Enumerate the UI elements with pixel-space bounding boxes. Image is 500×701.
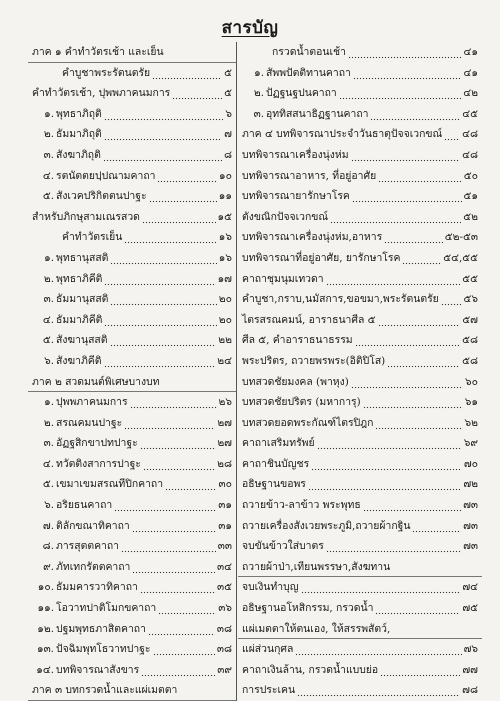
toc-entry-number: ๑.: [254, 66, 264, 79]
toc-entry-page: ๗๔: [462, 581, 478, 594]
toc-entry-title: ธัมมานุสสติ: [56, 293, 109, 306]
toc-right-column: [238, 42, 482, 701]
dot-leader: [140, 577, 215, 597]
toc-entry-number: ๑๑.: [37, 602, 54, 615]
toc-entry-title: บทพิจารณาที่อยู่อาศัย, ยารักษาโรค: [242, 251, 401, 264]
toc-entry: [238, 639, 482, 660]
toc-entry-page: ๒๖: [218, 396, 232, 409]
dot-leader: [148, 619, 215, 639]
dot-leader: [140, 433, 216, 453]
dot-leader: [441, 289, 462, 309]
dot-leader: [363, 495, 461, 515]
toc-entry-page: ๓๙: [217, 663, 232, 676]
toc-entry-number: ๓.: [43, 293, 54, 306]
toc-entry: [28, 207, 236, 228]
page-title: สารบัญ: [221, 18, 279, 38]
dot-leader: [363, 392, 463, 412]
toc-entry: [28, 145, 236, 166]
dot-leader: [124, 413, 215, 433]
dot-leader: [143, 454, 215, 474]
toc-entry: [238, 598, 482, 619]
toc-entry: [28, 166, 236, 187]
toc-entry-number: ๒.: [43, 272, 54, 285]
toc-entry-page: ๓๐: [218, 478, 232, 491]
toc-entry-title: บทพิจารณาเครื่องนุ่งห่ม: [242, 148, 349, 161]
toc-entry-page: ๕๘: [462, 334, 478, 347]
toc-entry-title: ศีล ๕, คำอาราธนาธรรม: [242, 334, 353, 347]
toc-entry: [238, 186, 482, 207]
dot-leader: [351, 145, 461, 165]
toc-entry: [28, 83, 236, 104]
toc-entry: [28, 680, 236, 701]
dot-leader: [141, 660, 215, 680]
toc-entry-page: ๗๓: [463, 519, 478, 532]
toc-entry-title: จบขันข้าวใส่บาตร: [242, 540, 324, 553]
dot-leader: [104, 269, 215, 289]
dot-leader: [412, 516, 461, 536]
toc-entry-page: ๕๕: [462, 272, 478, 285]
toc-entry-number: ๔.: [42, 313, 54, 326]
toc-entry-title: เขมาเขมสรณทีปิกคาถา: [56, 478, 164, 491]
toc-entry-number: ๑๐.: [37, 581, 54, 594]
toc-entry-number: ๑๓.: [36, 643, 54, 656]
toc-entry-page: ๓๓: [217, 540, 232, 553]
toc-entry: [28, 557, 236, 578]
toc-entry-number: ๓.: [43, 437, 54, 450]
toc-entry-page: ๖๐: [465, 375, 478, 388]
toc-entry-title: คาถาชุมนุมเทวดา: [242, 272, 324, 285]
toc-entry-title: แผ่เมตตาให้ตนเอง, ให้สรรพสัตว์,: [242, 622, 391, 635]
toc-entry: [28, 289, 236, 310]
toc-entry: [28, 495, 236, 516]
toc-entry-page: ๖๑: [464, 396, 478, 409]
toc-entry-title: บทพิจารณาสังขาร: [56, 663, 140, 676]
toc-entry-title: อุททิสสนาธิฏฐานคาถา: [266, 107, 369, 120]
toc-entry-title: กรวดน้ำตอนเช้า: [272, 46, 346, 58]
toc-entry-title: ธัมมาภิคีติ: [56, 313, 103, 326]
dot-leader: [104, 351, 216, 371]
toc-entry-number: ๓.: [253, 107, 264, 120]
toc-entry: [238, 536, 482, 557]
toc-entry: [28, 186, 236, 207]
toc-entry-title: แผ่ส่วนกุศล: [242, 643, 294, 656]
toc-entry-page: ๗๗: [462, 663, 478, 676]
toc-entry-page: ๗: [224, 128, 232, 141]
toc-entry-number: ๓.: [43, 148, 54, 161]
toc-entry-title: บทสวดยอดพระกัณฑ์ไตรปิฎก: [242, 416, 374, 429]
dot-leader: [311, 454, 462, 474]
toc-entry-number: ๕.: [42, 190, 54, 203]
toc-entry-page: ๕๔,๕๕: [443, 251, 478, 264]
toc-entry-title: โอวาทปาติโมกขคาถา: [56, 602, 157, 615]
toc-entry-number: ๕.: [42, 334, 54, 347]
toc-entry: [28, 660, 236, 681]
toc-entry-title: คาถาเงินล้าน, กรวดน้ำแบบย่อ: [242, 663, 379, 676]
toc-entry-title: ปุพพภาคนมการ: [56, 396, 128, 409]
dot-leader: [121, 536, 216, 556]
toc-entry: [28, 269, 236, 290]
toc-entry-title: ภารสุตตคาถา: [56, 540, 120, 553]
toc-entry: [238, 207, 482, 228]
toc-entry-page: ๑๖: [218, 251, 232, 264]
toc-entry-number: ๘.: [42, 540, 54, 553]
toc-entry-title: คำบูชา,กราบ,นมัสการ,ขอขมา,พระรัตนตรัย: [242, 293, 439, 306]
toc-entry: [28, 474, 236, 495]
toc-entry: [238, 351, 482, 372]
dot-leader: [352, 186, 462, 206]
toc-entry: [28, 63, 236, 84]
dot-leader: [326, 536, 461, 556]
toc-entry-number: ๔.: [42, 457, 54, 470]
toc-entry-title: ภาค ๒ สวดมนต์พิเศษบางบท: [32, 375, 160, 388]
dot-leader: [380, 660, 460, 680]
toc-entry-number: ๑.: [44, 396, 54, 409]
toc-entry-page: ๕๐: [463, 169, 478, 182]
toc-entry-page: ๕๖: [463, 293, 478, 306]
toc-entry: [238, 577, 482, 598]
toc-entry: [28, 330, 236, 351]
toc-entry-page: ๓๘: [216, 622, 232, 635]
toc-entry-page: ๑๐: [219, 169, 232, 182]
toc-entry: [28, 639, 236, 660]
toc-entry-title: อธิษฐานขอพร: [242, 478, 306, 491]
toc-entry: [238, 248, 482, 269]
toc-entry-page: ๘: [223, 148, 232, 161]
toc-entry-number: ๖.: [44, 499, 54, 512]
toc-entry-page: ๔๒: [463, 87, 478, 100]
dot-leader: [104, 124, 222, 144]
toc-entry: [28, 619, 236, 640]
toc-entry: [28, 454, 236, 475]
dot-leader: [103, 145, 222, 165]
toc-entry-page: ๓๑: [218, 499, 232, 512]
toc-entry-page: ๒๐: [218, 293, 232, 306]
dot-leader: [114, 495, 216, 515]
toc-entry-page: ๖: [225, 107, 232, 120]
toc-entry-title: พุทธาภิถุติ: [56, 107, 102, 120]
toc-entry-page: ๕๘: [462, 354, 478, 367]
toc-entry: [238, 104, 482, 125]
toc-entry-page: ๒๘: [217, 457, 232, 470]
toc-entry: [28, 577, 236, 598]
toc-entry-page: ๗๕: [462, 602, 478, 615]
toc-entry-number: ๑๒.: [37, 622, 54, 635]
toc-entry: [238, 474, 482, 495]
toc-entry-page: ๒๐: [218, 313, 232, 326]
toc-entry-title: ธัมมคารวาทิคาถา: [56, 581, 138, 594]
toc-entry-title: สังเวคปริกิตตนปาฐะ: [56, 190, 147, 203]
toc-entry-page: ๑๑: [218, 190, 232, 203]
toc-entry-page: ๖๙: [463, 437, 478, 450]
toc-entry-page: ๓๔: [217, 560, 232, 573]
toc-entry-page: ๔๘: [462, 148, 478, 161]
toc-entry-page: ๔๑: [463, 66, 478, 79]
toc-entry: [238, 680, 482, 701]
toc-entry-page: ๔๘: [462, 128, 478, 141]
toc-entry: [238, 392, 482, 413]
dot-leader: [142, 207, 216, 227]
dot-leader: [402, 248, 441, 268]
toc-entry-title: ธัมมาภิถุติ: [56, 128, 102, 141]
toc-entry-page: ๗๒: [463, 478, 478, 491]
dot-leader: [378, 166, 462, 186]
dot-leader: [353, 63, 462, 83]
toc-entry-title: บทสวดชัยมงคล (พาหุง): [242, 375, 349, 388]
toc-entry-title: คำบูชาพระรัตนตรัย: [62, 66, 151, 79]
toc-entry-number: ๙.: [43, 560, 54, 573]
toc-entry-page: ๓๖: [218, 602, 232, 615]
toc-entry-page: ๑๗: [217, 272, 232, 285]
dot-leader: [110, 330, 217, 350]
dot-leader: [378, 310, 461, 330]
toc-entry: [238, 124, 482, 145]
toc-entry-title: ปฐมพุทธภาสิตคาถา: [56, 622, 146, 635]
toc-entry-title: บทสวดชัยปริตร (มหาการุ): [242, 396, 361, 409]
dot-leader: [152, 63, 222, 83]
toc-entry-title: ปัฏฐนฐปนคาถา: [266, 87, 337, 100]
toc-entry-number: ๒.: [253, 87, 264, 100]
toc-entry: [28, 227, 236, 248]
dot-leader: [384, 227, 443, 247]
dot-leader: [339, 83, 462, 103]
toc-entry-page: ๗๘: [462, 684, 478, 697]
toc-entry-title: ทวัตติงสาการปาฐะ: [56, 457, 141, 470]
toc-entry: [238, 83, 482, 104]
toc-entry-title: ภาค ๑ คำทำวัตรเช้า และเย็น: [32, 46, 164, 58]
toc-entry: [238, 310, 482, 331]
toc-entry: [238, 413, 482, 434]
toc-entry: [238, 495, 482, 516]
dot-leader: [110, 289, 216, 309]
toc-entry: [238, 660, 482, 681]
dot-leader: [295, 639, 461, 659]
dot-leader: [355, 330, 460, 350]
dot-leader: [375, 598, 460, 618]
toc-entry: [28, 536, 236, 557]
dot-leader: [444, 124, 460, 144]
toc-entry: [28, 392, 236, 413]
dot-leader: [375, 413, 462, 433]
toc-entry-title: บทพิจารณาอาหาร, ที่อยู่อาศัย: [242, 169, 377, 182]
dot-leader: [132, 516, 217, 536]
dot-leader: [172, 83, 222, 103]
toc-entry-page: ๕๑: [463, 190, 478, 203]
toc-entry-title: อัฏฐสิกขาปทปาฐะ: [56, 437, 138, 450]
toc-entry-title: คาถาชินบัญชร: [242, 457, 310, 470]
toc-entry-page: ๓๘: [216, 643, 232, 656]
toc-entry-title: ถวายผ้าป่า,เทียนพรรษา,สังฆทาน: [242, 560, 391, 573]
toc-entry-page: ๒๒: [218, 334, 232, 347]
toc-entry-title: สังฆานุสสติ: [56, 334, 108, 347]
toc-entry: [238, 330, 482, 351]
toc-entry-page: ๔๕: [462, 107, 478, 120]
toc-entry-title: สัพพปัตติทานคาถา: [266, 66, 351, 79]
toc-entry-page: ๔๑: [463, 46, 478, 58]
toc-entry-number: ๑๔.: [36, 663, 54, 676]
toc-entry-number: ๑.: [44, 107, 54, 120]
toc-entry-title: อธิษฐานอโหสิกรรม, กรวดน้ำ: [242, 602, 374, 615]
toc-entry-page: ๒๔: [217, 354, 232, 367]
toc-entry-title: ภัทเทกรัตตคาถา: [56, 560, 131, 573]
toc-entry-page: ๕: [224, 66, 232, 79]
toc-entry-number: ๕.: [42, 478, 54, 491]
toc-entry-page: ๗๓: [463, 540, 478, 553]
toc-entry-number: ๒.: [43, 416, 54, 429]
toc-entry-title: พุทธาภิคีติ: [56, 272, 103, 285]
toc-entry-title: คำทำวัตรเย็น: [62, 231, 123, 244]
toc-entry-number: ๗.: [42, 519, 54, 532]
toc-entry-title: ไตรสรณคมน์, อาราธนาศีล ๕: [242, 313, 376, 326]
toc-entry: [238, 289, 482, 310]
toc-entry-number: ๒.: [43, 128, 54, 141]
toc-entry-page: ๗๐: [463, 457, 478, 470]
dot-leader: [326, 269, 461, 289]
toc-entry: [28, 351, 236, 372]
toc-entry-number: ๑.: [44, 251, 54, 264]
toc-entry-title: สังฆาภิถุติ: [56, 148, 101, 161]
toc-entry-page: ๕๗: [462, 313, 478, 326]
dot-leader: [308, 474, 461, 494]
toc-entry: [238, 227, 482, 248]
toc-entry-title: ภาค ๔ บทพิจารณาประจำวันธาตุปัจจเวกขณ์: [242, 128, 443, 141]
toc-entry-page: ๕๒: [463, 210, 478, 223]
toc-entry: [238, 557, 482, 578]
toc-entry-title: ตังขณิกปัจจเวกขณ์: [242, 210, 329, 223]
dot-leader: [351, 372, 463, 392]
toc-entry-title: บทพิจารณาเครื่องนุ่งห่ม,อาหาร: [242, 231, 383, 244]
dot-leader: [330, 207, 461, 227]
toc-entry-title: คาถาเสริมทรัพย์: [242, 437, 315, 450]
dot-leader: [157, 166, 217, 186]
toc-entry: [238, 516, 482, 537]
toc-entry: [28, 124, 236, 145]
toc-entry: [28, 248, 236, 269]
dot-leader: [110, 248, 216, 268]
toc-entry: [238, 166, 482, 187]
dot-leader: [124, 227, 216, 247]
toc-entry-page: ๖๒: [464, 416, 478, 429]
toc-entry-title: ภาค ๓ บทกรวดน้ำและแผ่เมตตา: [32, 684, 178, 697]
toc-entry: [28, 433, 236, 454]
toc-entry: [238, 619, 482, 640]
toc-entry: [28, 598, 236, 619]
toc-entry: [28, 413, 236, 434]
toc-entry-title: สรณคมนปาฐะ: [56, 416, 123, 429]
toc-entry-page: ๗๖: [463, 643, 478, 656]
toc-entry-title: รตนัตตยปฺปณามคาถา: [56, 169, 156, 182]
dot-leader: [132, 557, 215, 577]
toc-entry-title: คำทำวัตรเช้า, ปุพพภาคนมการ: [32, 87, 171, 100]
toc-entry: [28, 372, 236, 393]
toc-entry: [238, 269, 482, 290]
toc-entry-number: ๔.: [42, 169, 54, 182]
toc-entry-title: ถวายข้าว-ลาข้าว พระพุทธ: [242, 499, 361, 512]
toc-entry-title: พุทธานุสสติ: [56, 251, 109, 264]
toc-entry-page: ๑๖: [218, 231, 232, 244]
toc-entry-title: บทพิจารณายารักษาโรค: [242, 190, 350, 203]
toc-entry: [238, 42, 482, 63]
dot-leader: [130, 392, 217, 412]
dot-leader: [149, 186, 217, 206]
dot-leader: [348, 42, 462, 62]
toc-entry-page: ๕: [224, 87, 232, 100]
dot-leader: [297, 680, 460, 700]
dot-leader: [104, 104, 224, 124]
dot-leader: [153, 639, 215, 659]
toc-entry-page: ๕๒-๕๓: [444, 231, 478, 244]
dot-leader: [370, 104, 460, 124]
dot-leader: [387, 351, 460, 371]
dot-leader: [317, 433, 462, 453]
toc-entry-page: ๓๑: [218, 519, 232, 532]
dot-leader: [104, 310, 216, 330]
toc-entry: [28, 42, 236, 63]
toc-entry-title: ปัจฉิมพุทโธวาทปาฐะ: [56, 643, 151, 656]
toc-entry-title: การประเคน: [242, 684, 296, 697]
toc-entry-page: ๓๕: [217, 581, 232, 594]
toc-entry: [238, 454, 482, 475]
toc-entry-page: ๒๗: [217, 416, 232, 429]
toc-left-column: [28, 42, 237, 701]
toc-entry-number: ๖.: [44, 354, 54, 367]
toc-entry: [238, 145, 482, 166]
toc-entry-title: อริยธนคาถา: [56, 499, 113, 512]
toc-entry-title: จบเงินทำบุญ: [242, 581, 299, 594]
dot-leader: [165, 474, 216, 494]
toc-entry-page: ๑๕: [217, 210, 232, 223]
toc-entry-title: ติลักขณาทิคาถา: [56, 519, 130, 532]
toc-entry-page: ๒๗: [217, 437, 232, 450]
toc-entry: [28, 104, 236, 125]
toc-entry-title: พระปริตร, ถวายพรพระ(อิติปิโส): [242, 354, 386, 367]
toc-entry: [238, 63, 482, 84]
toc-entry: [28, 310, 236, 331]
toc-entry: [28, 516, 236, 537]
toc-entry: [238, 372, 482, 393]
toc-entry-title: ถวายเครื่องสังเวยพระภูมิ,ถวายผ้ากฐิน: [242, 519, 411, 532]
dot-leader: [301, 577, 461, 597]
dot-leader: [158, 598, 216, 618]
toc-entry: [238, 433, 482, 454]
toc-entry-page: ๗๓: [463, 499, 478, 512]
toc-entry-title: สังฆาภิคีติ: [56, 354, 102, 367]
toc-entry-title: สำหรับภิกษุสามเณรสวด: [32, 210, 140, 223]
